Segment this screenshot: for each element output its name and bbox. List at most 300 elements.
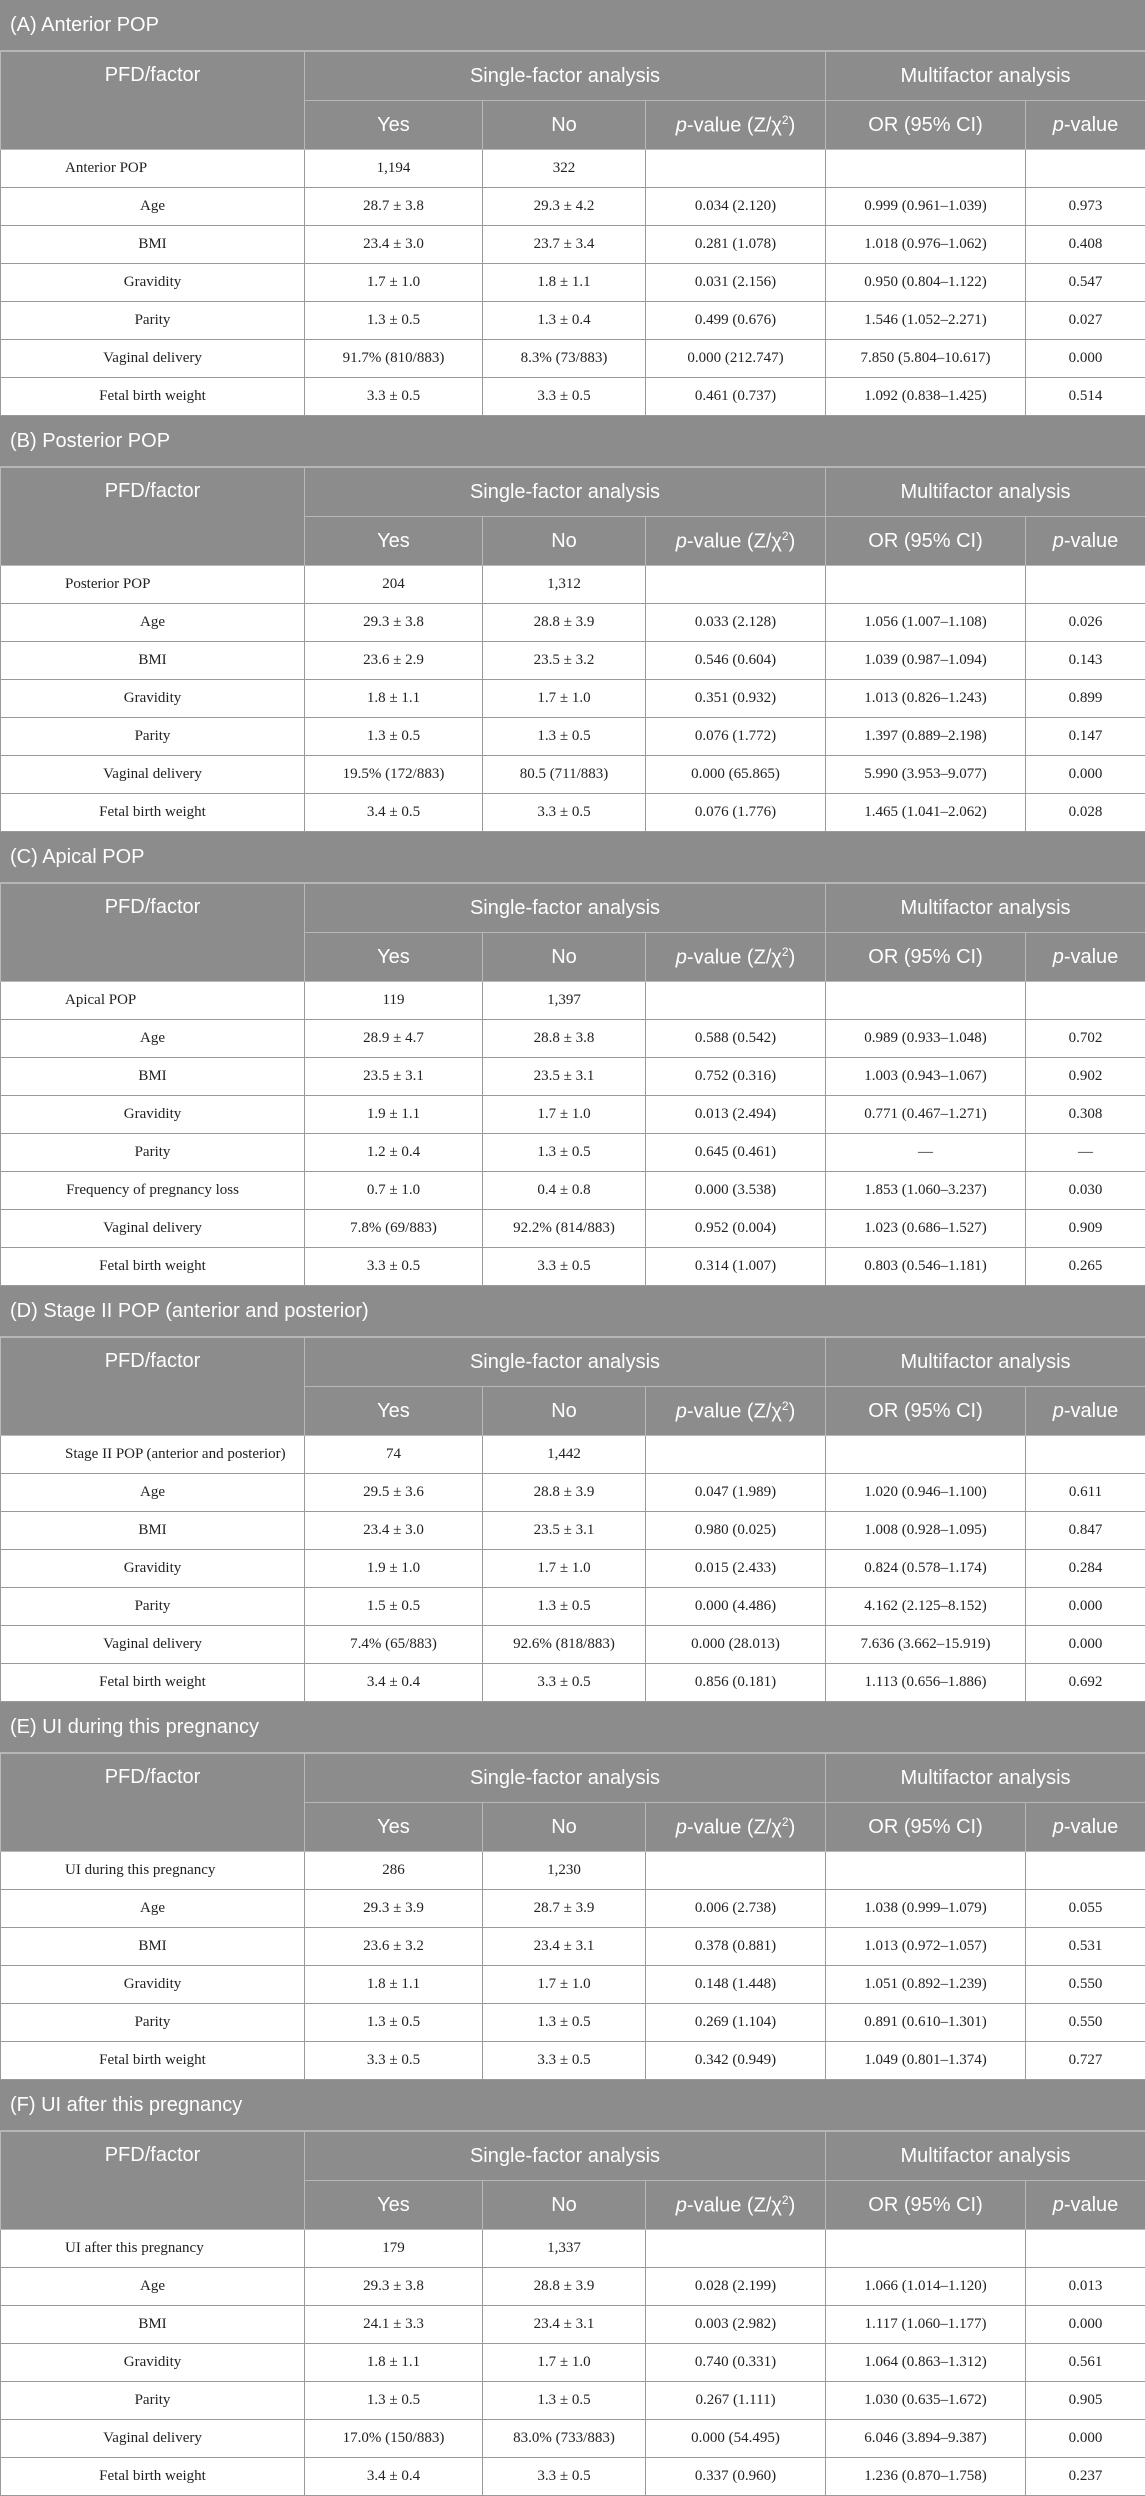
table-row xyxy=(1,1172,1145,1210)
multi-pvalue-cell: 0.702 xyxy=(1026,1020,1145,1058)
factor-cell: Age xyxy=(1,1020,305,1058)
yes-cell: 23.4 ± 3.0 xyxy=(305,1512,483,1550)
single-pvalue-cell: 0.000 (212.747) xyxy=(646,340,826,378)
or-ci-cell xyxy=(826,982,1026,1020)
header-pv-text: -value xyxy=(1064,2194,1118,2216)
single-pvalue-cell: 0.269 (1.104) xyxy=(646,2004,826,2042)
single-pvalue-cell xyxy=(646,1852,826,1890)
single-pvalue-cell: 0.952 (0.004) xyxy=(646,1210,826,1248)
table-row xyxy=(1,642,1145,680)
table-row xyxy=(1,982,1145,1020)
single-pvalue-cell: 0.015 (2.433) xyxy=(646,1550,826,1588)
table-row xyxy=(1,188,1145,226)
yes-cell: 29.3 ± 3.8 xyxy=(305,2268,483,2306)
no-cell: 28.8 ± 3.9 xyxy=(483,604,646,642)
yes-cell: 3.3 ± 0.5 xyxy=(305,2042,483,2080)
factor-cell: Parity xyxy=(1,2382,305,2420)
header-p-letter: p xyxy=(676,1816,687,1838)
or-ci-cell: 1.039 (0.987–1.094) xyxy=(826,642,1026,680)
table-row xyxy=(1,1966,1145,2004)
table-row xyxy=(1,1928,1145,1966)
table-row xyxy=(1,1588,1145,1626)
table-row xyxy=(1,1020,1145,1058)
or-ci-cell: 1.013 (0.972–1.057) xyxy=(826,1928,1026,1966)
no-cell: 3.3 ± 0.5 xyxy=(483,1248,646,1286)
header-single-pvalue xyxy=(646,1387,826,1436)
section-title: (E) UI during this pregnancy xyxy=(0,1702,1145,1753)
single-pvalue-cell: 0.740 (0.331) xyxy=(646,2344,826,2382)
or-ci-cell: 1.030 (0.635–1.672) xyxy=(826,2382,1026,2420)
yes-cell: 3.4 ± 0.5 xyxy=(305,794,483,832)
no-cell: 3.3 ± 0.5 xyxy=(483,378,646,416)
header-multi-pvalue xyxy=(1026,517,1145,566)
or-ci-cell: 1.092 (0.838–1.425) xyxy=(826,378,1026,416)
header-yes: Yes xyxy=(305,1387,483,1436)
header-row xyxy=(1,1754,1145,1803)
yes-cell: 7.8% (69/883) xyxy=(305,1210,483,1248)
multi-pvalue-cell: 0.000 xyxy=(1026,1626,1145,1664)
multi-pvalue-cell: 0.561 xyxy=(1026,2344,1145,2382)
table-row xyxy=(1,604,1145,642)
section-title: (C) Apical POP xyxy=(0,832,1145,883)
yes-cell: 23.6 ± 2.9 xyxy=(305,642,483,680)
header-row xyxy=(1,468,1145,517)
no-cell: 8.3% (73/883) xyxy=(483,340,646,378)
header-yes: Yes xyxy=(305,517,483,566)
table-row xyxy=(1,1664,1145,1702)
factor-cell: Apical POP xyxy=(1,982,305,1020)
header-row xyxy=(1,884,1145,933)
multi-pvalue-cell: 0.000 xyxy=(1026,1588,1145,1626)
factor-cell: Fetal birth weight xyxy=(1,1248,305,1286)
header-no: No xyxy=(483,1387,646,1436)
header-p-close: ) xyxy=(789,530,796,552)
header-single-pvalue xyxy=(646,2181,826,2230)
header-pv-letter: p xyxy=(1053,2194,1064,2216)
table-row xyxy=(1,1248,1145,1286)
header-single-pvalue xyxy=(646,1803,826,1852)
or-ci-cell: 1.049 (0.801–1.374) xyxy=(826,2042,1026,2080)
single-pvalue-cell: 0.342 (0.949) xyxy=(646,2042,826,2080)
or-ci-cell: 7.636 (3.662–15.919) xyxy=(826,1626,1026,1664)
or-ci-cell: 0.824 (0.578–1.174) xyxy=(826,1550,1026,1588)
yes-cell: 28.7 ± 3.8 xyxy=(305,188,483,226)
no-cell: 3.3 ± 0.5 xyxy=(483,2042,646,2080)
no-cell: 28.8 ± 3.9 xyxy=(483,2268,646,2306)
header-yes: Yes xyxy=(305,933,483,982)
or-ci-cell xyxy=(826,2230,1026,2268)
factor-cell: Vaginal delivery xyxy=(1,340,305,378)
header-multifactor: Multifactor analysis xyxy=(826,52,1145,101)
single-pvalue-cell: 0.588 (0.542) xyxy=(646,1020,826,1058)
no-cell: 28.7 ± 3.9 xyxy=(483,1890,646,1928)
multi-pvalue-cell: — xyxy=(1026,1134,1145,1172)
or-ci-cell: 1.023 (0.686–1.527) xyxy=(826,1210,1026,1248)
factor-cell: Age xyxy=(1,188,305,226)
no-cell: 28.8 ± 3.9 xyxy=(483,1474,646,1512)
multi-pvalue-cell: 0.027 xyxy=(1026,302,1145,340)
multi-pvalue-cell: 0.531 xyxy=(1026,1928,1145,1966)
multi-pvalue-cell: 0.973 xyxy=(1026,188,1145,226)
factor-cell: Gravidity xyxy=(1,1966,305,2004)
table-row xyxy=(1,2344,1145,2382)
header-p-letter: p xyxy=(676,946,687,968)
no-cell: 1.7 ± 1.0 xyxy=(483,1966,646,2004)
table-section xyxy=(0,1702,1145,2080)
header-single-factor: Single-factor analysis xyxy=(305,884,826,933)
no-cell: 1.8 ± 1.1 xyxy=(483,264,646,302)
section-title: (D) Stage II POP (anterior and posterior) xyxy=(0,1286,1145,1337)
factor-cell: UI during this pregnancy xyxy=(1,1852,305,1890)
or-ci-cell: 1.113 (0.656–1.886) xyxy=(826,1664,1026,1702)
header-p-text: -value (Z/χ xyxy=(687,114,782,136)
single-pvalue-cell: 0.000 (3.538) xyxy=(646,1172,826,1210)
single-pvalue-cell: 0.461 (0.737) xyxy=(646,378,826,416)
yes-cell: 1.5 ± 0.5 xyxy=(305,1588,483,1626)
no-cell: 1.7 ± 1.0 xyxy=(483,1550,646,1588)
header-or-ci: OR (95% CI) xyxy=(826,2181,1026,2230)
factor-cell: Age xyxy=(1,1474,305,1512)
single-pvalue-cell: 0.337 (0.960) xyxy=(646,2458,826,2496)
header-multifactor: Multifactor analysis xyxy=(826,468,1145,517)
or-ci-cell: 1.056 (1.007–1.108) xyxy=(826,604,1026,642)
single-pvalue-cell xyxy=(646,566,826,604)
single-pvalue-cell: 0.000 (28.013) xyxy=(646,1626,826,1664)
table-section xyxy=(0,2080,1145,2496)
header-row xyxy=(1,1338,1145,1387)
no-cell: 23.5 ± 3.1 xyxy=(483,1512,646,1550)
header-factor: PFD/factor xyxy=(1,2132,305,2230)
table-section xyxy=(0,416,1145,832)
results-table xyxy=(0,1753,1145,2080)
single-pvalue-cell: 0.013 (2.494) xyxy=(646,1096,826,1134)
yes-cell: 91.7% (810/883) xyxy=(305,340,483,378)
results-table xyxy=(0,883,1145,1286)
yes-cell: 286 xyxy=(305,1852,483,1890)
header-multi-pvalue xyxy=(1026,101,1145,150)
multi-pvalue-cell: 0.727 xyxy=(1026,2042,1145,2080)
multi-pvalue-cell: 0.905 xyxy=(1026,2382,1145,2420)
single-pvalue-cell: 0.076 (1.772) xyxy=(646,718,826,756)
or-ci-cell: 0.771 (0.467–1.271) xyxy=(826,1096,1026,1134)
header-single-pvalue xyxy=(646,101,826,150)
multi-pvalue-cell: 0.611 xyxy=(1026,1474,1145,1512)
header-p-letter: p xyxy=(676,1400,687,1422)
multi-pvalue-cell xyxy=(1026,982,1145,1020)
results-table xyxy=(0,2131,1145,2496)
no-cell: 1,397 xyxy=(483,982,646,1020)
table-row xyxy=(1,150,1145,188)
factor-cell: BMI xyxy=(1,642,305,680)
single-pvalue-cell: 0.314 (1.007) xyxy=(646,1248,826,1286)
yes-cell: 28.9 ± 4.7 xyxy=(305,1020,483,1058)
header-or-ci: OR (95% CI) xyxy=(826,933,1026,982)
single-pvalue-cell xyxy=(646,150,826,188)
header-factor: PFD/factor xyxy=(1,884,305,982)
table-row xyxy=(1,264,1145,302)
header-multi-pvalue xyxy=(1026,933,1145,982)
table-row xyxy=(1,1512,1145,1550)
table-row xyxy=(1,2042,1145,2080)
no-cell: 1,312 xyxy=(483,566,646,604)
no-cell: 1.7 ± 1.0 xyxy=(483,1096,646,1134)
no-cell: 3.3 ± 0.5 xyxy=(483,794,646,832)
or-ci-cell: 1.397 (0.889–2.198) xyxy=(826,718,1026,756)
header-multi-pvalue xyxy=(1026,2181,1145,2230)
header-p-sup: 2 xyxy=(782,113,789,127)
factor-cell: Fetal birth weight xyxy=(1,378,305,416)
single-pvalue-cell: 0.546 (0.604) xyxy=(646,642,826,680)
no-cell: 80.5 (711/883) xyxy=(483,756,646,794)
or-ci-cell: 1.003 (0.943–1.067) xyxy=(826,1058,1026,1096)
header-no: No xyxy=(483,2181,646,2230)
no-cell: 1.3 ± 0.5 xyxy=(483,718,646,756)
yes-cell: 3.4 ± 0.4 xyxy=(305,2458,483,2496)
header-or-ci: OR (95% CI) xyxy=(826,517,1026,566)
factor-cell: Anterior POP xyxy=(1,150,305,188)
yes-cell: 1.9 ± 1.0 xyxy=(305,1550,483,1588)
single-pvalue-cell: 0.281 (1.078) xyxy=(646,226,826,264)
no-cell: 83.0% (733/883) xyxy=(483,2420,646,2458)
multi-pvalue-cell: 0.000 xyxy=(1026,340,1145,378)
table-row xyxy=(1,378,1145,416)
table-row xyxy=(1,2268,1145,2306)
factor-cell: Age xyxy=(1,604,305,642)
yes-cell: 19.5% (172/883) xyxy=(305,756,483,794)
no-cell: 0.4 ± 0.8 xyxy=(483,1172,646,1210)
multi-pvalue-cell: 0.547 xyxy=(1026,264,1145,302)
no-cell: 1,442 xyxy=(483,1436,646,1474)
header-no: No xyxy=(483,101,646,150)
no-cell: 1.7 ± 1.0 xyxy=(483,680,646,718)
header-p-sup: 2 xyxy=(782,1815,789,1829)
factor-cell: Parity xyxy=(1,1588,305,1626)
single-pvalue-cell: 0.856 (0.181) xyxy=(646,1664,826,1702)
no-cell: 29.3 ± 4.2 xyxy=(483,188,646,226)
header-pv-text: -value xyxy=(1064,530,1118,552)
or-ci-cell: 0.803 (0.546–1.181) xyxy=(826,1248,1026,1286)
table-row xyxy=(1,302,1145,340)
single-pvalue-cell: 0.000 (4.486) xyxy=(646,1588,826,1626)
no-cell: 92.2% (814/883) xyxy=(483,1210,646,1248)
header-p-sup: 2 xyxy=(782,529,789,543)
yes-cell: 1.3 ± 0.5 xyxy=(305,2382,483,2420)
section-title: (A) Anterior POP xyxy=(0,0,1145,51)
table-row xyxy=(1,680,1145,718)
factor-cell: Fetal birth weight xyxy=(1,2042,305,2080)
yes-cell: 1.2 ± 0.4 xyxy=(305,1134,483,1172)
header-factor: PFD/factor xyxy=(1,1754,305,1852)
header-pv-letter: p xyxy=(1053,946,1064,968)
yes-cell: 23.4 ± 3.0 xyxy=(305,226,483,264)
factor-cell: Gravidity xyxy=(1,680,305,718)
no-cell: 322 xyxy=(483,150,646,188)
single-pvalue-cell: 0.028 (2.199) xyxy=(646,2268,826,2306)
header-or-ci: OR (95% CI) xyxy=(826,1387,1026,1436)
header-multifactor: Multifactor analysis xyxy=(826,1754,1145,1803)
table-row xyxy=(1,1210,1145,1248)
table-row xyxy=(1,756,1145,794)
table-row xyxy=(1,1890,1145,1928)
or-ci-cell: 6.046 (3.894–9.387) xyxy=(826,2420,1026,2458)
header-yes: Yes xyxy=(305,101,483,150)
header-or-ci: OR (95% CI) xyxy=(826,1803,1026,1852)
yes-cell: 1.8 ± 1.1 xyxy=(305,1966,483,2004)
factor-cell: Parity xyxy=(1,302,305,340)
header-single-factor: Single-factor analysis xyxy=(305,1754,826,1803)
yes-cell: 179 xyxy=(305,2230,483,2268)
multi-pvalue-cell: 0.909 xyxy=(1026,1210,1145,1248)
table-row xyxy=(1,340,1145,378)
header-pv-text: -value xyxy=(1064,1816,1118,1838)
table-row xyxy=(1,2230,1145,2268)
no-cell: 28.8 ± 3.8 xyxy=(483,1020,646,1058)
multi-pvalue-cell: 0.550 xyxy=(1026,2004,1145,2042)
table-row xyxy=(1,2458,1145,2496)
or-ci-cell: 1.546 (1.052–2.271) xyxy=(826,302,1026,340)
factor-cell: Fetal birth weight xyxy=(1,2458,305,2496)
header-multi-pvalue xyxy=(1026,1803,1145,1852)
no-cell: 1.3 ± 0.5 xyxy=(483,1134,646,1172)
or-ci-cell: 1.008 (0.928–1.095) xyxy=(826,1512,1026,1550)
factor-cell: UI after this pregnancy xyxy=(1,2230,305,2268)
no-cell: 1,230 xyxy=(483,1852,646,1890)
header-factor: PFD/factor xyxy=(1,52,305,150)
yes-cell: 29.3 ± 3.9 xyxy=(305,1890,483,1928)
or-ci-cell: 1.018 (0.976–1.062) xyxy=(826,226,1026,264)
header-pv-text: -value xyxy=(1064,946,1118,968)
yes-cell: 204 xyxy=(305,566,483,604)
multi-pvalue-cell: 0.000 xyxy=(1026,2420,1145,2458)
header-factor: PFD/factor xyxy=(1,468,305,566)
header-yes: Yes xyxy=(305,2181,483,2230)
header-or-ci: OR (95% CI) xyxy=(826,101,1026,150)
header-p-close: ) xyxy=(789,946,796,968)
single-pvalue-cell: 0.047 (1.989) xyxy=(646,1474,826,1512)
header-pv-text: -value xyxy=(1064,1400,1118,1422)
factor-cell: Vaginal delivery xyxy=(1,2420,305,2458)
multi-pvalue-cell: 0.550 xyxy=(1026,1966,1145,2004)
header-factor: PFD/factor xyxy=(1,1338,305,1436)
factor-cell: Stage II POP (anterior and posterior) xyxy=(1,1436,305,1474)
yes-cell: 1.3 ± 0.5 xyxy=(305,302,483,340)
single-pvalue-cell: 0.645 (0.461) xyxy=(646,1134,826,1172)
header-multifactor: Multifactor analysis xyxy=(826,884,1145,933)
multi-pvalue-cell: 0.143 xyxy=(1026,642,1145,680)
header-no: No xyxy=(483,1803,646,1852)
single-pvalue-cell: 0.351 (0.932) xyxy=(646,680,826,718)
multi-pvalue-cell: 0.237 xyxy=(1026,2458,1145,2496)
factor-cell: BMI xyxy=(1,1928,305,1966)
single-pvalue-cell xyxy=(646,1436,826,1474)
or-ci-cell xyxy=(826,1852,1026,1890)
header-p-close: ) xyxy=(789,114,796,136)
multi-pvalue-cell: 0.147 xyxy=(1026,718,1145,756)
or-ci-cell: 1.236 (0.870–1.758) xyxy=(826,2458,1026,2496)
multi-pvalue-cell: 0.308 xyxy=(1026,1096,1145,1134)
header-pv-letter: p xyxy=(1053,114,1064,136)
single-pvalue-cell: 0.076 (1.776) xyxy=(646,794,826,832)
multi-pvalue-cell: 0.055 xyxy=(1026,1890,1145,1928)
table-row xyxy=(1,718,1145,756)
multi-pvalue-cell: 0.284 xyxy=(1026,1550,1145,1588)
factor-cell: Vaginal delivery xyxy=(1,756,305,794)
factor-cell: BMI xyxy=(1,226,305,264)
factor-cell: Frequency of pregnancy loss xyxy=(1,1172,305,1210)
yes-cell: 1.3 ± 0.5 xyxy=(305,718,483,756)
or-ci-cell: 1.020 (0.946–1.100) xyxy=(826,1474,1026,1512)
or-ci-cell: 1.064 (0.863–1.312) xyxy=(826,2344,1026,2382)
factor-cell: Vaginal delivery xyxy=(1,1210,305,1248)
table-section xyxy=(0,0,1145,416)
factor-cell: Age xyxy=(1,1890,305,1928)
factor-cell: Parity xyxy=(1,718,305,756)
table-row xyxy=(1,1852,1145,1890)
factor-cell: Age xyxy=(1,2268,305,2306)
header-single-factor: Single-factor analysis xyxy=(305,2132,826,2181)
yes-cell: 1.8 ± 1.1 xyxy=(305,680,483,718)
header-no: No xyxy=(483,517,646,566)
header-p-sup: 2 xyxy=(782,2193,789,2207)
header-p-text: -value (Z/χ xyxy=(687,2194,782,2216)
multi-pvalue-cell xyxy=(1026,1436,1145,1474)
header-single-factor: Single-factor analysis xyxy=(305,468,826,517)
no-cell: 1.3 ± 0.5 xyxy=(483,1588,646,1626)
single-pvalue-cell xyxy=(646,2230,826,2268)
yes-cell: 29.5 ± 3.6 xyxy=(305,1474,483,1512)
multi-pvalue-cell: 0.028 xyxy=(1026,794,1145,832)
multi-pvalue-cell: 0.692 xyxy=(1026,1664,1145,1702)
no-cell: 1,337 xyxy=(483,2230,646,2268)
factor-cell: Gravidity xyxy=(1,2344,305,2382)
factor-cell: Vaginal delivery xyxy=(1,1626,305,1664)
multi-pvalue-cell: 0.000 xyxy=(1026,756,1145,794)
header-p-sup: 2 xyxy=(782,945,789,959)
yes-cell: 24.1 ± 3.3 xyxy=(305,2306,483,2344)
yes-cell: 1.3 ± 0.5 xyxy=(305,2004,483,2042)
no-cell: 23.4 ± 3.1 xyxy=(483,2306,646,2344)
yes-cell: 23.5 ± 3.1 xyxy=(305,1058,483,1096)
yes-cell: 1.9 ± 1.1 xyxy=(305,1096,483,1134)
header-p-close: ) xyxy=(789,1816,796,1838)
or-ci-cell xyxy=(826,1436,1026,1474)
factor-cell: Parity xyxy=(1,1134,305,1172)
or-ci-cell: 5.990 (3.953–9.077) xyxy=(826,756,1026,794)
section-title: (B) Posterior POP xyxy=(0,416,1145,467)
or-ci-cell: 1.013 (0.826–1.243) xyxy=(826,680,1026,718)
single-pvalue-cell: 0.378 (0.881) xyxy=(646,1928,826,1966)
table-section xyxy=(0,832,1145,1286)
or-ci-cell: 1.465 (1.041–2.062) xyxy=(826,794,1026,832)
table-section xyxy=(0,1286,1145,1702)
multi-pvalue-cell: 0.408 xyxy=(1026,226,1145,264)
single-pvalue-cell: 0.499 (0.676) xyxy=(646,302,826,340)
yes-cell: 3.3 ± 0.5 xyxy=(305,378,483,416)
multi-pvalue-cell xyxy=(1026,1852,1145,1890)
multi-pvalue-cell: 0.265 xyxy=(1026,1248,1145,1286)
single-pvalue-cell: 0.003 (2.982) xyxy=(646,2306,826,2344)
no-cell: 23.7 ± 3.4 xyxy=(483,226,646,264)
multi-pvalue-cell xyxy=(1026,566,1145,604)
table-row xyxy=(1,794,1145,832)
header-row xyxy=(1,52,1145,101)
no-cell: 1.3 ± 0.5 xyxy=(483,2382,646,2420)
results-table xyxy=(0,1337,1145,1702)
table-row xyxy=(1,1134,1145,1172)
header-p-letter: p xyxy=(676,114,687,136)
or-ci-cell xyxy=(826,150,1026,188)
multi-pvalue-cell: 0.902 xyxy=(1026,1058,1145,1096)
